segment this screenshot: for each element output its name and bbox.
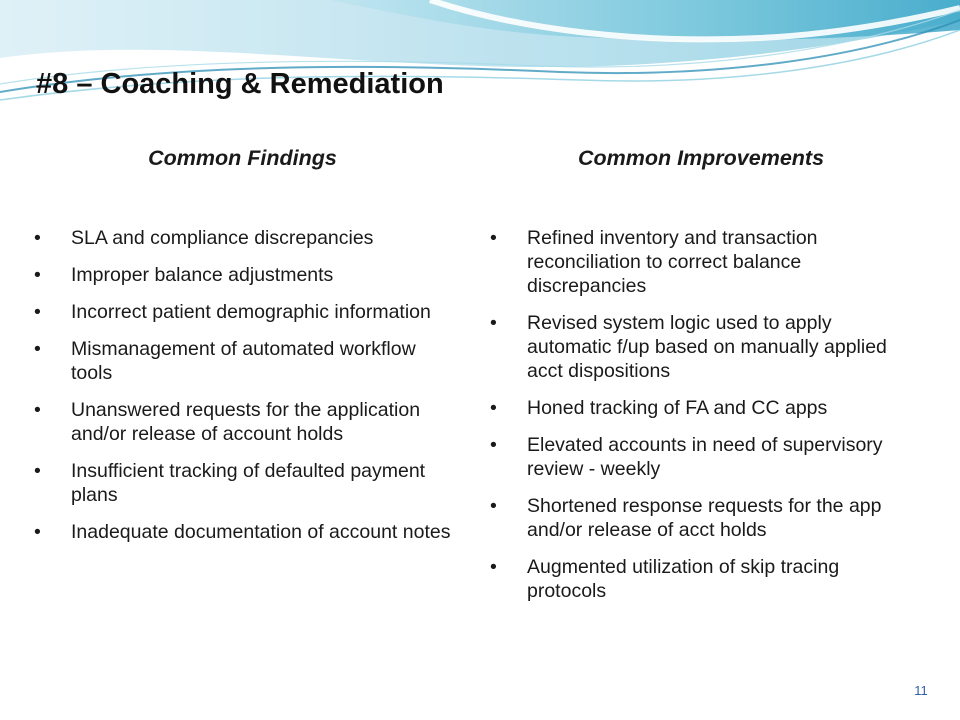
list-item (34, 520, 454, 544)
bullet-icon: • (34, 227, 41, 249)
bullet-icon: • (34, 264, 41, 286)
list-item (34, 226, 454, 250)
improvement-text: Revised system logic used to apply automatic f/up based on manually applied acct dispositions (527, 312, 887, 382)
bullet-icon: • (490, 495, 497, 517)
list-item (490, 396, 910, 420)
bullet-icon: • (490, 556, 497, 578)
list-item (34, 459, 454, 507)
finding-text: Inadequate documentation of account notes (71, 521, 451, 543)
list-item (34, 398, 454, 446)
list-item (34, 263, 454, 287)
finding-text: Unanswered requests for the application and/or release of account holds (71, 399, 421, 445)
list-item (34, 337, 454, 385)
improvements-list (490, 226, 910, 616)
bullet-icon: • (34, 521, 41, 543)
findings-heading: Common Findings (148, 146, 337, 170)
finding-text: Mismanagement of automated workflow tools (71, 338, 416, 384)
list-item (490, 494, 910, 542)
bullet-icon: • (34, 301, 41, 323)
list-item (490, 433, 910, 481)
list-item (490, 311, 910, 383)
list-item (34, 300, 454, 324)
list-item (490, 555, 910, 603)
improvement-text: Elevated accounts in need of supervisory review - weekly (527, 434, 883, 480)
bullet-icon: • (490, 227, 497, 249)
improvements-heading: Common Improvements (577, 146, 825, 170)
finding-text: SLA and compliance discrepancies (71, 227, 374, 249)
list-item (490, 226, 910, 298)
improvement-text: Shortened response requests for the app and/or release of acct holds (527, 495, 882, 541)
finding-text: Incorrect patient demographic information (71, 301, 431, 323)
improvement-text: Honed tracking of FA and CC apps (527, 397, 828, 419)
improvement-text: Augmented utilization of skip tracing protocols (527, 556, 840, 602)
findings-list (34, 226, 454, 557)
bullet-icon: • (34, 399, 41, 421)
finding-text: Improper balance adjustments (71, 264, 334, 286)
bullet-icon: • (34, 338, 41, 360)
slide-title: #8 – Coaching & Remediation (36, 68, 444, 100)
improvement-text: Refined inventory and transaction reconciliation to correct balance discrepancies (527, 227, 818, 297)
bullet-icon: • (490, 434, 497, 456)
page-number: 11 (914, 683, 928, 698)
bullet-icon: • (490, 312, 497, 334)
finding-text: Insufficient tracking of defaulted payment plans (71, 460, 426, 506)
bullet-icon: • (490, 397, 497, 419)
bullet-icon: • (34, 460, 41, 482)
